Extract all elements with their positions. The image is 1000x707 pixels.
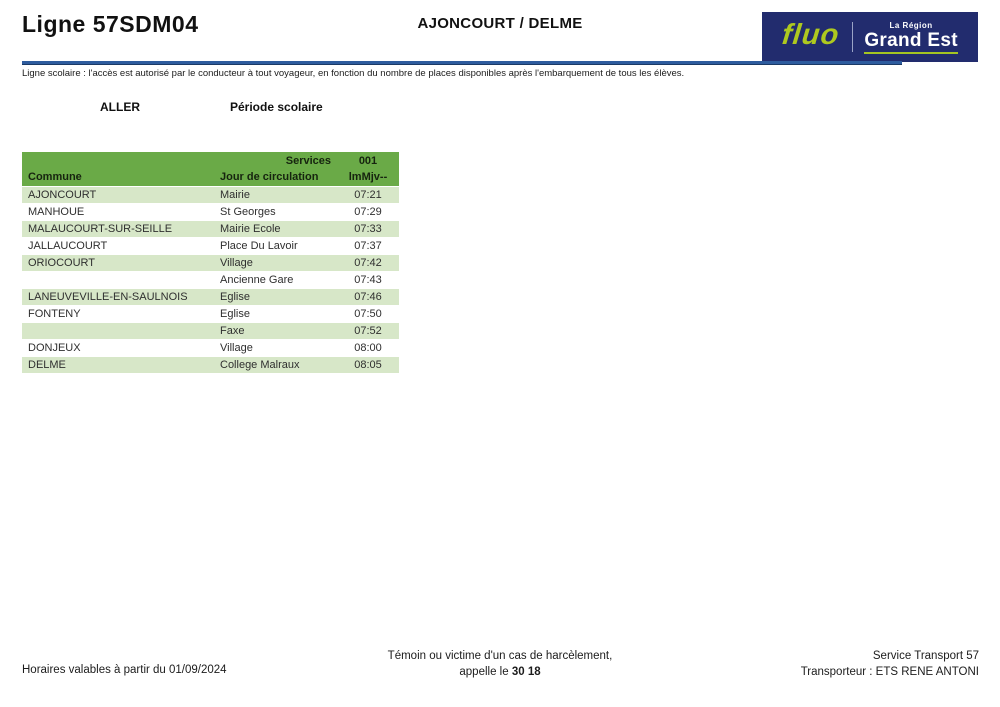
- table-row: [22, 237, 399, 254]
- time-cell: 07:43: [337, 271, 399, 288]
- commune-column-header: Commune: [22, 169, 214, 186]
- commune-cell: ORIOCOURT: [22, 254, 214, 271]
- commune-cell: DELME: [22, 356, 214, 373]
- stop-cell: Place Du Lavoir: [214, 237, 337, 254]
- services-label: Services: [214, 152, 337, 169]
- table-row: [22, 254, 399, 271]
- commune-cell: MANHOUE: [22, 203, 214, 220]
- page-title: Ligne 57SDM04: [22, 11, 199, 37]
- commune-cell: JALLAUCOURT: [22, 237, 214, 254]
- stop-cell: Mairie: [214, 186, 337, 203]
- fluo-grand-est-logo: [762, 12, 978, 62]
- harassment-prefix: appelle le: [459, 665, 512, 678]
- time-cell: 08:00: [337, 339, 399, 356]
- route-title: AJONCOURT / DELME: [417, 15, 583, 32]
- validity-note: Horaires valables à partir du 01/09/2024: [22, 664, 227, 676]
- commune-cell: FONTENY: [22, 305, 214, 322]
- period-label: Période scolaire: [230, 100, 323, 114]
- school-line-note: Ligne scolaire : l'accès est autorisé par le conducteur à tout voyageur, en fonction du nombre de places disponibles après l'embarquement de tous les élèves.: [22, 68, 685, 79]
- empty-header-cell: [22, 152, 214, 169]
- carrier-info: [801, 649, 979, 680]
- time-cell: 07:29: [337, 203, 399, 220]
- grand-est-label: Grand Est: [864, 31, 958, 54]
- services-header-row: [22, 152, 399, 169]
- time-cell: 07:50: [337, 305, 399, 322]
- commune-cell: [22, 271, 214, 288]
- timetable-body: [22, 186, 399, 373]
- time-cell: 07:42: [337, 254, 399, 271]
- time-cell: 07:52: [337, 322, 399, 339]
- logo-divider: [852, 22, 853, 52]
- time-cell: 07:46: [337, 288, 399, 305]
- commune-cell: LANEUVEVILLE-EN-SAULNOIS: [22, 288, 214, 305]
- time-cell: 08:05: [337, 356, 399, 373]
- commune-cell: [22, 322, 214, 339]
- columns-header-row: [22, 169, 399, 186]
- table-row: [22, 356, 399, 373]
- service-number: 001: [337, 152, 399, 169]
- stop-cell: Village: [214, 254, 337, 271]
- stop-cell: Faxe: [214, 322, 337, 339]
- stop-cell: St Georges: [214, 203, 337, 220]
- time-cell: 07:37: [337, 237, 399, 254]
- time-cell: 07:33: [337, 220, 399, 237]
- header-rule: [22, 61, 902, 65]
- table-row: [22, 203, 399, 220]
- harassment-number: 30 18: [511, 665, 541, 678]
- stop-cell: Eglise: [214, 288, 337, 305]
- timetable-header: [22, 152, 399, 186]
- commune-cell: DONJEUX: [22, 339, 214, 356]
- days-code: lmMjv--: [337, 169, 399, 186]
- table-row: [22, 288, 399, 305]
- fluo-brand-logo: fluo: [780, 19, 842, 51]
- commune-cell: AJONCOURT: [22, 186, 214, 203]
- service-transport-label: Service Transport 57: [872, 650, 979, 662]
- grand-est-logo: [864, 21, 958, 54]
- time-cell: 07:21: [337, 186, 399, 203]
- table-row: [22, 220, 399, 237]
- direction-label: ALLER: [100, 100, 140, 114]
- stop-cell: Mairie Ecole: [214, 220, 337, 237]
- timetable: [22, 152, 399, 374]
- table-row: [22, 339, 399, 356]
- table-row: [22, 271, 399, 288]
- commune-cell: MALAUCOURT-SUR-SEILLE: [22, 220, 214, 237]
- harassment-line1: Témoin ou victime d'un cas de harcèlement,: [387, 650, 613, 662]
- day-column-header: Jour de circulation: [214, 169, 337, 186]
- stop-cell: Ancienne Gare: [214, 271, 337, 288]
- stop-cell: College Malraux: [214, 356, 337, 373]
- table-row: [22, 186, 399, 203]
- table-row: [22, 305, 399, 322]
- stop-cell: Village: [214, 339, 337, 356]
- la-region-label: La Région: [889, 20, 933, 30]
- stop-cell: Eglise: [214, 305, 337, 322]
- carrier-label: Transporteur : ETS RENE ANTONI: [800, 665, 979, 678]
- table-row: [22, 322, 399, 339]
